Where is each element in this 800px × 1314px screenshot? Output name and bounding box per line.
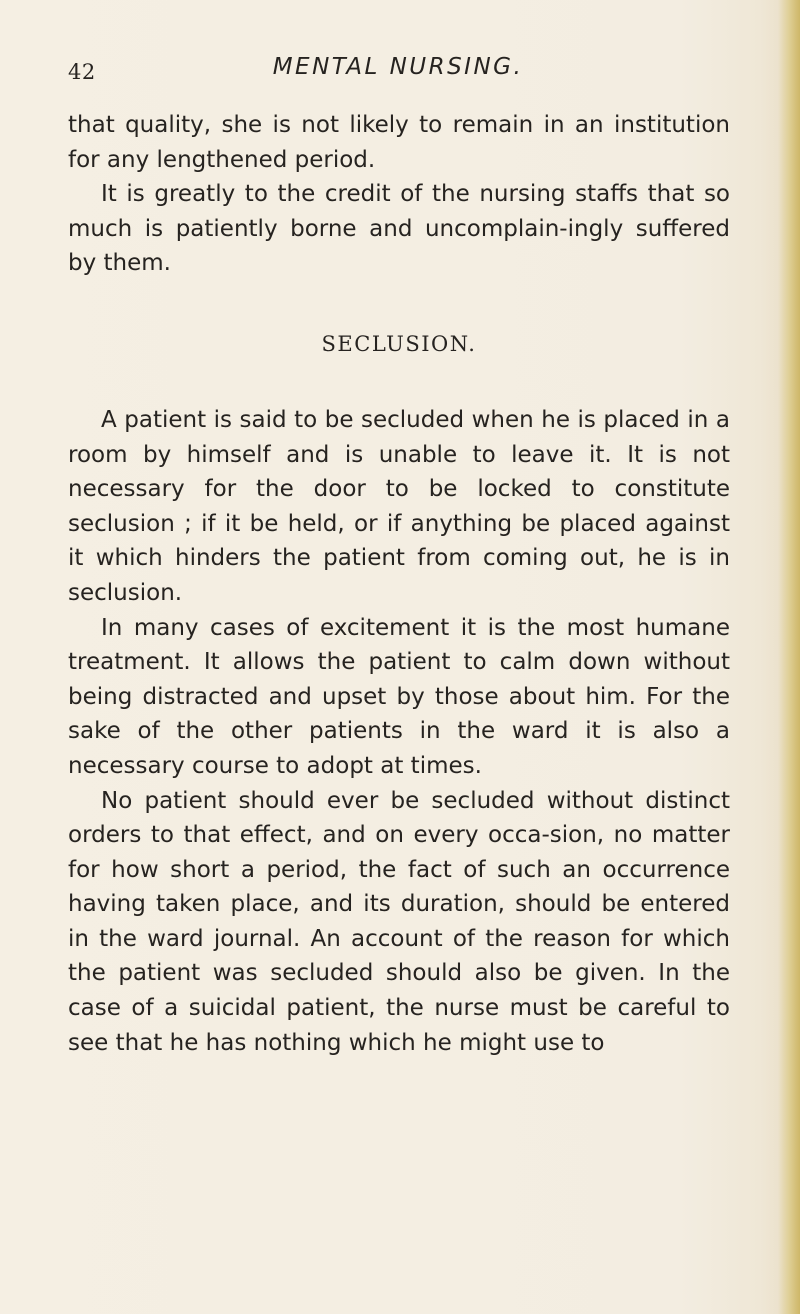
running-title: MENTAL NURSING. xyxy=(272,54,524,80)
paragraph-treatment: In many cases of excitement it is the most humane treatment. It allows the patient to calm down without being distracted and upset by those about him. For the sake of the other patients in the ward it is also a necessary course to adopt at times. xyxy=(68,614,730,779)
page-header xyxy=(68,54,728,88)
paragraph-definition: A patient is said to be secluded when he is placed in a room by himself and is unable to leave it. It is not necessary for the door to be locked to constitute seclusion ; if it be held, or if anything be placed against it which hinders the patient from coming out, he is in seclusion. xyxy=(68,406,730,606)
paragraph-continued: that quality, she is not likely to remain in an institution for any lengthened period. xyxy=(68,112,730,173)
page-number: 42 xyxy=(68,60,96,84)
page-body xyxy=(68,108,730,1060)
section-heading: SECLUSION. xyxy=(321,331,477,356)
page-edge xyxy=(778,0,800,1314)
paragraph-orders: No patient should ever be secluded without distinct orders to that effect, and on every occa-sion, no matter for how short a period, the fact of such an occurrence having taken place, and its duration, should be entered in the ward journal. An account of the reason for which the patient was secluded should also be given. In the case of a suicidal patient, the nurse must be careful to see that he has nothing which he might use to xyxy=(68,787,730,1056)
paragraph-nursing-staffs: It is greatly to the credit of the nursing staffs that so much is patiently borne and uncomplain-ingly suffered by them. xyxy=(68,181,730,277)
